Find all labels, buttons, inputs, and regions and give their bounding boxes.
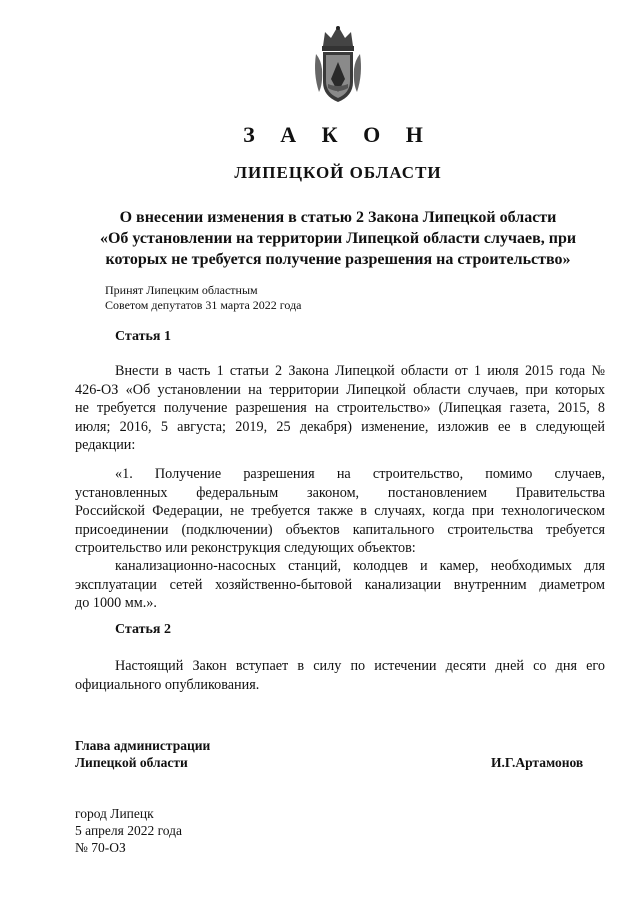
footer-number: № 70-ОЗ bbox=[75, 840, 126, 855]
paragraph-line: присоединении (подключении) объектов капитального строительства требуется bbox=[75, 521, 605, 538]
paragraph-line: до 1000 мм.». bbox=[75, 595, 157, 611]
law-heading-line: «Об установлении на территории Липецкой области случаев, при bbox=[99, 230, 577, 247]
footer-date: 5 апреля 2022 года bbox=[75, 823, 183, 838]
signatory-region: Липецкой области bbox=[75, 755, 188, 770]
paragraph-line: эксплуатации сетей хозяйственно-бытовой канализации внутренним диаметром bbox=[75, 576, 605, 593]
coat-of-arms-emblem bbox=[313, 24, 363, 106]
law-title: З А К О Н bbox=[243, 122, 433, 147]
law-heading-line: О внесении изменения в статью 2 Закона Липецкой области bbox=[119, 209, 557, 226]
signatory-position: Глава администрации bbox=[75, 738, 211, 753]
article-2-title: Статья 2 bbox=[115, 622, 171, 637]
adopted-note-line: Советом депутатов 31 марта 2022 года bbox=[105, 298, 302, 312]
paragraph-line: 426-ОЗ «Об установлении на территории Липецкой области случаев, при которых bbox=[75, 381, 605, 398]
paragraph-line: июля; 2016, 5 августа; 2019, 25 декабря) изменение, изложив ее в следующей bbox=[75, 418, 605, 435]
law-region: ЛИПЕЦКОЙ ОБЛАСТИ bbox=[234, 163, 442, 182]
paragraph-line: Настоящий Закон вступает в силу по истечении десяти дней со дня его bbox=[115, 658, 605, 674]
footer-city: город Липецк bbox=[75, 806, 154, 821]
article-1-paragraph-2 bbox=[75, 465, 605, 558]
paragraph-line: установленных федеральным законом, постановлением Правительства bbox=[75, 484, 605, 501]
article-1-title: Статья 1 bbox=[115, 329, 171, 344]
article-1-paragraph-1 bbox=[75, 362, 605, 455]
article-1-paragraph-3 bbox=[75, 557, 605, 613]
paragraph-line: «1. Получение разрешения на строительство, помимо случаев, bbox=[115, 466, 605, 482]
paragraph-line: не требуется получение разрешения на строительство» (Липецкая газета, 2015, 8 bbox=[75, 400, 605, 416]
signatory-name: И.Г.Артамонов bbox=[491, 755, 584, 770]
law-heading-line: которых не требуется получение разрешения на строительство» bbox=[105, 251, 571, 268]
adopted-note-line: Принят Липецким областным bbox=[105, 283, 258, 297]
paragraph-line: Внести в часть 1 статьи 2 Закона Липецкой области от 1 июля 2015 года № bbox=[115, 363, 605, 379]
article-2-paragraph bbox=[75, 657, 605, 694]
paragraph-line: строительство или реконструкция следующих объектов: bbox=[75, 540, 416, 556]
paragraph-line: Российской Федерации, не требуется также в случаях, когда при технологическом bbox=[75, 503, 605, 519]
paragraph-line: канализационно-насосных станций, колодцев и камер, необходимых для bbox=[115, 558, 605, 574]
paragraph-line: официального опубликования. bbox=[75, 676, 260, 693]
paragraph-line: редакции: bbox=[75, 437, 136, 453]
